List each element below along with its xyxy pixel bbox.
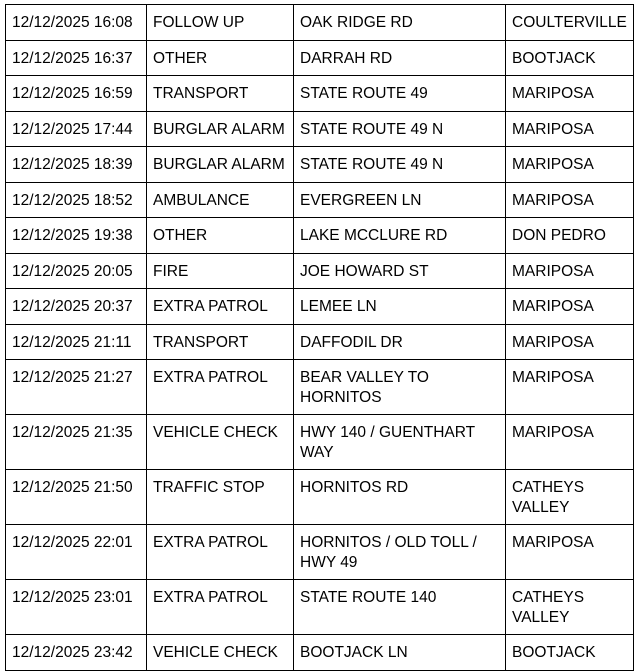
- type-cell: EXTRA PATROL: [147, 360, 294, 415]
- city-cell: MARIPOSA: [506, 76, 634, 112]
- location-cell: STATE ROUTE 49 N: [294, 147, 506, 183]
- table-row: [6, 111, 634, 147]
- datetime-cell: 12/12/2025 21:35: [6, 415, 147, 470]
- call-log-table: [5, 4, 634, 671]
- type-cell: FIRE: [147, 253, 294, 289]
- location-cell: HWY 140 / GUENTHART WAY: [294, 415, 506, 470]
- type-cell: VEHICLE CHECK: [147, 415, 294, 470]
- datetime-cell: 12/12/2025 17:44: [6, 111, 147, 147]
- type-cell: OTHER: [147, 218, 294, 254]
- location-cell: STATE ROUTE 140: [294, 580, 506, 635]
- location-cell: HORNITOS / OLD TOLL / HWY 49: [294, 525, 506, 580]
- location-cell: LAKE MCCLURE RD: [294, 218, 506, 254]
- city-cell: BOOTJACK: [506, 635, 634, 671]
- city-cell: MARIPOSA: [506, 182, 634, 218]
- table-row: [6, 415, 634, 470]
- city-cell: CATHEYS VALLEY: [506, 470, 634, 525]
- location-cell: OAK RIDGE RD: [294, 5, 506, 41]
- datetime-cell: 12/12/2025 22:01: [6, 525, 147, 580]
- city-cell: CATHEYS VALLEY: [506, 580, 634, 635]
- type-cell: EXTRA PATROL: [147, 580, 294, 635]
- location-cell: DARRAH RD: [294, 40, 506, 76]
- datetime-cell: 12/12/2025 23:42: [6, 635, 147, 671]
- datetime-cell: 12/12/2025 20:05: [6, 253, 147, 289]
- datetime-cell: 12/12/2025 18:52: [6, 182, 147, 218]
- datetime-cell: 12/12/2025 16:08: [6, 5, 147, 41]
- type-cell: TRAFFIC STOP: [147, 470, 294, 525]
- table-row: [6, 40, 634, 76]
- location-cell: DAFFODIL DR: [294, 324, 506, 360]
- type-cell: EXTRA PATROL: [147, 289, 294, 325]
- call-log-body: [6, 5, 634, 671]
- city-cell: MARIPOSA: [506, 289, 634, 325]
- type-cell: TRANSPORT: [147, 76, 294, 112]
- city-cell: BOOTJACK: [506, 40, 634, 76]
- datetime-cell: 12/12/2025 21:50: [6, 470, 147, 525]
- location-cell: JOE HOWARD ST: [294, 253, 506, 289]
- type-cell: FOLLOW UP: [147, 5, 294, 41]
- city-cell: MARIPOSA: [506, 111, 634, 147]
- datetime-cell: 12/12/2025 16:37: [6, 40, 147, 76]
- type-cell: AMBULANCE: [147, 182, 294, 218]
- city-cell: MARIPOSA: [506, 324, 634, 360]
- location-cell: BOOTJACK LN: [294, 635, 506, 671]
- location-cell: STATE ROUTE 49 N: [294, 111, 506, 147]
- city-cell: MARIPOSA: [506, 147, 634, 183]
- table-row: [6, 324, 634, 360]
- table-row: [6, 5, 634, 41]
- location-cell: HORNITOS RD: [294, 470, 506, 525]
- location-cell: EVERGREEN LN: [294, 182, 506, 218]
- datetime-cell: 12/12/2025 23:01: [6, 580, 147, 635]
- table-row: [6, 360, 634, 415]
- location-cell: STATE ROUTE 49: [294, 76, 506, 112]
- datetime-cell: 12/12/2025 18:39: [6, 147, 147, 183]
- location-cell: LEMEE LN: [294, 289, 506, 325]
- datetime-cell: 12/12/2025 16:59: [6, 76, 147, 112]
- location-cell: BEAR VALLEY TO HORNITOS: [294, 360, 506, 415]
- datetime-cell: 12/12/2025 21:27: [6, 360, 147, 415]
- table-row: [6, 580, 634, 635]
- type-cell: BURGLAR ALARM: [147, 111, 294, 147]
- city-cell: DON PEDRO: [506, 218, 634, 254]
- table-row: [6, 182, 634, 218]
- table-row: [6, 76, 634, 112]
- datetime-cell: 12/12/2025 21:11: [6, 324, 147, 360]
- type-cell: BURGLAR ALARM: [147, 147, 294, 183]
- table-row: [6, 218, 634, 254]
- datetime-cell: 12/12/2025 19:38: [6, 218, 147, 254]
- datetime-cell: 12/12/2025 20:37: [6, 289, 147, 325]
- city-cell: MARIPOSA: [506, 360, 634, 415]
- type-cell: TRANSPORT: [147, 324, 294, 360]
- city-cell: MARIPOSA: [506, 253, 634, 289]
- city-cell: MARIPOSA: [506, 415, 634, 470]
- table-row: [6, 289, 634, 325]
- type-cell: EXTRA PATROL: [147, 525, 294, 580]
- table-row: [6, 635, 634, 671]
- city-cell: MARIPOSA: [506, 525, 634, 580]
- table-row: [6, 147, 634, 183]
- city-cell: COULTERVILLE: [506, 5, 634, 41]
- table-row: [6, 525, 634, 580]
- type-cell: VEHICLE CHECK: [147, 635, 294, 671]
- table-row: [6, 470, 634, 525]
- table-row: [6, 253, 634, 289]
- type-cell: OTHER: [147, 40, 294, 76]
